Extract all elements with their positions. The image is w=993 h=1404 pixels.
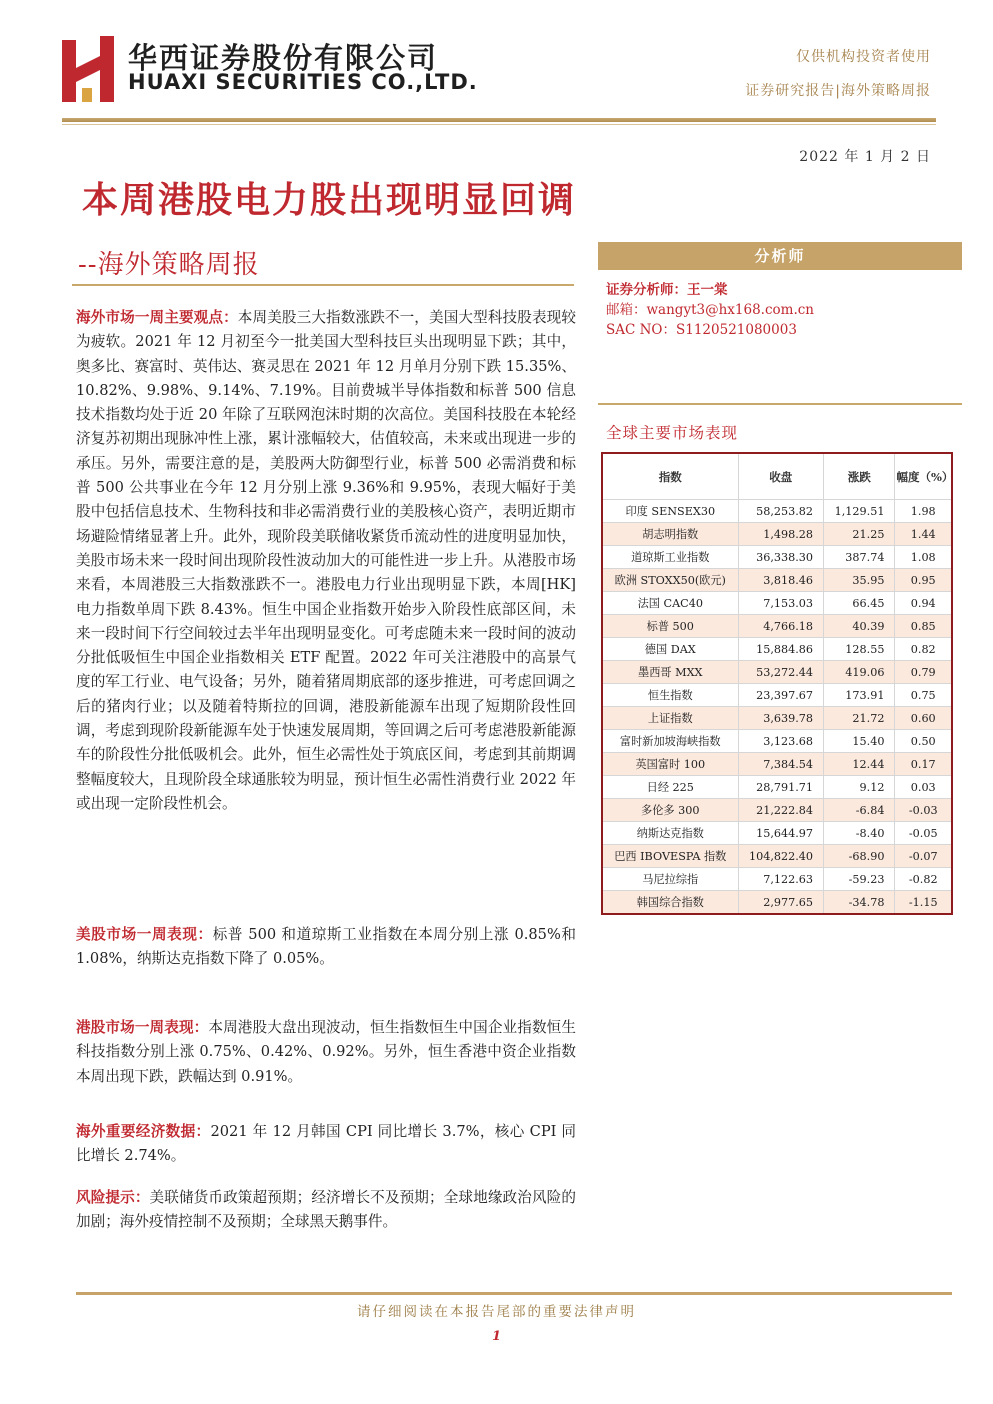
index-name-cell: 欧洲 STOXX50(欧元)	[602, 569, 738, 592]
huaxi-logo-icon	[62, 36, 120, 102]
close-cell: 2,977.65	[738, 891, 823, 915]
column-header: 涨跌	[824, 453, 895, 500]
table-row	[602, 799, 952, 822]
legal-notice: 请仔细阅读在本报告尾部的重要法律声明	[357, 1304, 636, 1320]
change-cell: 66.45	[824, 592, 895, 615]
page-number: 1	[491, 1329, 502, 1344]
overseas-view-paragraph	[76, 306, 576, 816]
paragraph-lead: 海外重要经济数据：	[76, 1123, 211, 1140]
percent-cell: -0.05	[895, 822, 952, 845]
change-cell: -68.90	[824, 845, 895, 868]
analyst-divider	[598, 403, 962, 405]
index-name-cell: 英国富时 100	[602, 753, 738, 776]
paragraph-body: 标普 500 和道琼斯工业指数在本周分别上涨 0.85%和 1.08%，纳斯达克指数下降了 0.05%。	[76, 926, 576, 968]
percent-cell: -0.07	[895, 845, 952, 868]
close-cell: 15,644.97	[738, 822, 823, 845]
subtitle-divider	[72, 284, 574, 286]
table-row	[602, 822, 952, 845]
index-name-cell: 富时新加坡海峡指数	[602, 730, 738, 753]
risk-warning-paragraph	[76, 1186, 576, 1235]
close-cell: 3,818.46	[738, 569, 823, 592]
market-table-title: 全球主要市场表现	[606, 424, 739, 442]
index-name-cell: 标普 500	[602, 615, 738, 638]
change-cell: 12.44	[824, 753, 895, 776]
column-header: 指数	[602, 453, 738, 500]
close-cell: 28,791.71	[738, 776, 823, 799]
percent-cell: 0.85	[895, 615, 952, 638]
table-row	[602, 891, 952, 915]
percent-cell: 0.50	[895, 730, 952, 753]
close-cell: 7,384.54	[738, 753, 823, 776]
report-date: 2022 年 1 月 2 日	[799, 149, 931, 165]
index-name-cell: 印度 SENSEX30	[602, 500, 738, 523]
change-cell: 419.06	[824, 661, 895, 684]
audience-note: 仅供机构投资者使用	[796, 49, 931, 65]
change-cell: 387.74	[824, 546, 895, 569]
index-name-cell: 恒生指数	[602, 684, 738, 707]
change-cell: -59.23	[824, 868, 895, 891]
change-cell: 21.72	[824, 707, 895, 730]
table-row	[602, 868, 952, 891]
close-cell: 3,123.68	[738, 730, 823, 753]
index-name-cell: 马尼拉综指	[602, 868, 738, 891]
percent-cell: 0.94	[895, 592, 952, 615]
table-row	[602, 707, 952, 730]
change-cell: 21.25	[824, 523, 895, 546]
close-cell: 3,639.78	[738, 707, 823, 730]
table-row	[602, 661, 952, 684]
change-cell: 128.55	[824, 638, 895, 661]
change-cell: 15.40	[824, 730, 895, 753]
percent-cell: 0.17	[895, 753, 952, 776]
index-name-cell: 韩国综合指数	[602, 891, 738, 915]
close-cell: 15,884.86	[738, 638, 823, 661]
percent-cell: 0.60	[895, 707, 952, 730]
close-cell: 53,272.44	[738, 661, 823, 684]
percent-cell: 0.79	[895, 661, 952, 684]
header-divider	[62, 118, 936, 122]
hk-market-paragraph	[76, 1016, 576, 1089]
index-name-cell: 日经 225	[602, 776, 738, 799]
footer-divider	[76, 1292, 952, 1295]
close-cell: 23,397.67	[738, 684, 823, 707]
percent-cell: 0.03	[895, 776, 952, 799]
company-name-cn: 华西证券股份有限公司	[128, 41, 439, 75]
table-row	[602, 592, 952, 615]
table-row	[602, 500, 952, 523]
header-divider-thin	[62, 124, 936, 125]
table-row	[602, 569, 952, 592]
market-table-body	[602, 500, 952, 915]
paragraph-lead: 美股市场一周表现：	[76, 926, 213, 943]
percent-cell: -1.15	[895, 891, 952, 915]
column-header: 幅度（%）	[895, 453, 952, 500]
analyst-email[interactable]: 邮箱：wangyt3@hx168.com.cn	[606, 302, 814, 318]
paragraph-body: 本周美股三大指数涨跌不一，美国大型科技股表现较为疲软。2021 年 12 月初至今一批美国大型科技巨头出现明显下跌；其中，奥多比、赛富时、英伟达、赛灵思在 2021 年 12 月单月分别下跌 15.35%、10.82%、9.98%、9.14%、7.19%。目前费城半导体指数和标普 500 信息技术指数均处于近 20 年除了互联网泡沫时期的次高位。美国科技股在本轮经济复苏初期出现脉冲性上涨，累计涨幅较大，估值较高，未来或出现进一步的承压。另外，需要注意的是，美股两大防御型行业，标普 500 必需消费和标普 500 公共事业在今年 12 月分别上涨 9.36%和 9.95%，表现大幅好于美股中包括信息技术、生物科技和非必需消费行业的美股核心资产，表明近期市场避险情绪显著上升。此外，现阶段美联储收紧货币流动性的进度明显加快，美股市场未来一段时间出现阶段性波动加大的可能性进一步上升。从港股市场来看，本周港股三大指数涨跌不一。港股电力行业出现明显下跌，本周[HK]电力指数单周下跌 8.43%。恒生中国企业指数开始步入阶段性底部区间，未来一段时间下行空间较过去半年出现明显变化。可考虑随未来一段时间的波动分批低吸恒生中国企业指数相关 ETF 配置。2022 年可关注港股中的高景气度的军工行业、电气设备；另外，随着猪周期底部的逐步推进，可考虑回调之后的猪肉行业；以及随着特斯拉的回调，港股新能源车出现了短期阶段性回调，考虑到现阶段新能源车处于快速发展周期，等回调之后可考虑港股新能源车的阶段性分批低吸机会。此外，恒生必需性处于筑底区间，考虑到其前期调整幅度较大，且现阶段全球通胀较为明显，预计恒生必需性消费行业 2022 年或出现一定阶段性机会。	[76, 309, 576, 812]
percent-cell: 0.75	[895, 684, 952, 707]
analyst-header: 分析师	[598, 242, 962, 270]
table-row	[602, 684, 952, 707]
percent-cell: -0.82	[895, 868, 952, 891]
close-cell: 7,122.63	[738, 868, 823, 891]
table-row	[602, 615, 952, 638]
analyst-name: 证券分析师：王一棠	[606, 282, 728, 298]
change-cell: 9.12	[824, 776, 895, 799]
table-header-row	[602, 453, 952, 500]
index-name-cell: 多伦多 300	[602, 799, 738, 822]
close-cell: 36,338.30	[738, 546, 823, 569]
company-name-en: HUAXI SECURITIES CO.,LTD.	[128, 70, 478, 94]
report-subtitle: --海外策略周报	[78, 250, 260, 280]
index-name-cell: 纳斯达克指数	[602, 822, 738, 845]
index-name-cell: 道琼斯工业指数	[602, 546, 738, 569]
table-row	[602, 523, 952, 546]
table-row	[602, 845, 952, 868]
paragraph-lead: 海外市场一周主要观点：	[76, 309, 238, 326]
economic-data-paragraph	[76, 1120, 576, 1169]
change-cell: -8.40	[824, 822, 895, 845]
change-cell: 173.91	[824, 684, 895, 707]
change-cell: -34.78	[824, 891, 895, 915]
market-performance-table	[601, 452, 953, 915]
close-cell: 104,822.40	[738, 845, 823, 868]
table-row	[602, 753, 952, 776]
close-cell: 4,766.18	[738, 615, 823, 638]
analyst-sac-number: SAC NO：S1120521080003	[606, 322, 797, 338]
percent-cell: 1.08	[895, 546, 952, 569]
table-row	[602, 776, 952, 799]
index-name-cell: 德国 DAX	[602, 638, 738, 661]
paragraph-lead: 风险提示：	[76, 1189, 150, 1206]
column-header: 收盘	[738, 453, 823, 500]
index-name-cell: 上证指数	[602, 707, 738, 730]
table-row	[602, 638, 952, 661]
close-cell: 7,153.03	[738, 592, 823, 615]
index-name-cell: 法国 CAC40	[602, 592, 738, 615]
change-cell: -6.84	[824, 799, 895, 822]
index-name-cell: 巴西 IBOVESPA 指数	[602, 845, 738, 868]
report-type: 证券研究报告|海外策略周报	[745, 83, 931, 99]
percent-cell: 0.82	[895, 638, 952, 661]
index-name-cell: 胡志明指数	[602, 523, 738, 546]
index-name-cell: 墨西哥 MXX	[602, 661, 738, 684]
table-row	[602, 730, 952, 753]
paragraph-lead: 港股市场一周表现：	[76, 1019, 209, 1036]
change-cell: 1,129.51	[824, 500, 895, 523]
close-cell: 1,498.28	[738, 523, 823, 546]
percent-cell: 1.44	[895, 523, 952, 546]
report-title: 本周港股电力股出现明显回调	[82, 179, 577, 221]
change-cell: 40.39	[824, 615, 895, 638]
close-cell: 58,253.82	[738, 500, 823, 523]
us-market-paragraph	[76, 923, 576, 972]
table-row	[602, 546, 952, 569]
change-cell: 35.95	[824, 569, 895, 592]
paragraph-body: 本周港股大盘出现波动，恒生指数恒生中国企业指数恒生科技指数分别上涨 0.75%、0.42%、0.92%。另外，恒生香港中资企业指数本周出现下跌，跌幅达到 0.91%。	[76, 1019, 576, 1085]
percent-cell: 1.98	[895, 500, 952, 523]
close-cell: 21,222.84	[738, 799, 823, 822]
percent-cell: 0.95	[895, 569, 952, 592]
percent-cell: -0.03	[895, 799, 952, 822]
paragraph-body: 美联储货币政策超预期；经济增长不及预期；全球地缘政治风险的加剧；海外疫情控制不及预期；全球黑天鹅事件。	[76, 1189, 576, 1231]
paragraph-body: 2021 年 12 月韩国 CPI 同比增长 3.7%，核心 CPI 同比增长 2.74%。	[76, 1123, 576, 1165]
